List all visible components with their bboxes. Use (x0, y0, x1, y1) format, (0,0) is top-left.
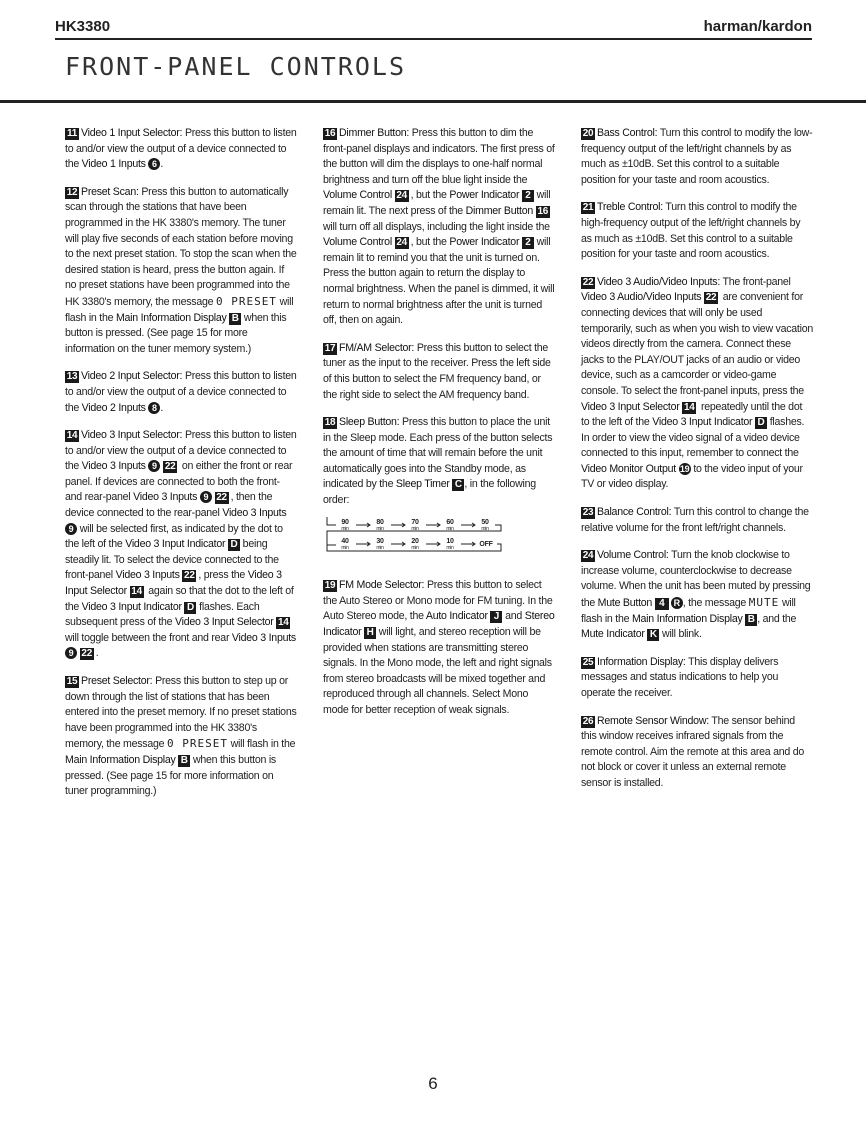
item-number: 16 (324, 128, 336, 139)
ref-term: Video 3 Inputs (115, 569, 180, 582)
item-text: will flash in the (581, 597, 796, 625)
item-text: , in the following order: (323, 478, 536, 507)
column-2 (323, 126, 555, 731)
display-message: 0 PRESET (166, 737, 228, 751)
page-header (55, 18, 812, 40)
item-term: FM/AM Selector: (339, 341, 415, 354)
callout-letter: H (364, 627, 376, 639)
item-text: , but the (410, 236, 450, 249)
item-text: Press this button to dim the front-panel displays and indicators. The first press of the button will dim the displays to one-half normal brightness and turn off the blue light inside the (323, 127, 555, 186)
sleep-value: 70 (411, 518, 419, 526)
item-text: to the video input of your TV or video display. (581, 462, 803, 491)
item-volume-control (581, 548, 813, 643)
ref-term: Video 3 Inputs (222, 507, 287, 520)
item-text: Press this button to listen to and/or view the output of a device connected to the (65, 127, 297, 171)
ref-term: Power Indicator (449, 236, 520, 249)
ref-term: Stereo Indicator (323, 610, 555, 639)
callout-number: 22 (184, 570, 195, 582)
item-text: Press this button to listen to and/or view the output of a device connected to the (65, 429, 297, 473)
ref-term: Volume Control (323, 236, 392, 249)
item-video2-input-selector (65, 369, 297, 416)
ref-term: Auto Indicator (425, 610, 488, 623)
callout-number: 14 (131, 586, 142, 598)
callout-number: 22 (216, 492, 227, 504)
item-text: Press this button to step up or down through the list of stations that has been entered into the preset memory. If no preset stations have been programmed into the HK 3380's memory, the message (65, 675, 297, 751)
item-text: and (502, 610, 525, 623)
callout-letter: D (228, 539, 240, 551)
item-text: again so that the dot to the left of the (65, 585, 294, 613)
ref-term: Sleep Timer (395, 478, 450, 491)
page-number: 6 (428, 1074, 438, 1093)
item-text: repeatedly until the dot to the left of the (581, 400, 803, 429)
title-rule (0, 100, 866, 103)
item-number: 17 (324, 342, 336, 354)
item-term: Video 3 Audio/Video Inputs: (597, 275, 721, 288)
callout-circle: 9 (65, 647, 77, 659)
ref-term: Video 3 Input Indicator (652, 416, 753, 429)
item-text: being steadily lit. To select the device connected to the front-panel (65, 538, 279, 582)
item-text: . (160, 158, 164, 171)
callout-letter: D (184, 602, 196, 614)
sleep-unit: min (341, 525, 349, 532)
item-remote-sensor-window (581, 714, 813, 792)
sleep-unit: min (376, 544, 384, 551)
item-text: Turn the knob clockwise to increase volume, counterclockwise to decrease volume. When the unit has been muted by pressing the (581, 549, 811, 610)
sleep-value: 50 (481, 518, 489, 526)
ref-term: Video Monitor Output (581, 462, 676, 475)
callout-number: 24 (396, 237, 407, 249)
ref-term: Main Information Display (631, 612, 743, 625)
item-text: The sensor behind this window receives infrared signals from the remote control. Aim the remote at this area and do not block or cover it unless an external remote sensor is installed. (581, 714, 805, 789)
sleep-value: OFF (479, 540, 493, 548)
callout-circle: 6 (148, 158, 160, 170)
item-video3-input-selector (65, 428, 297, 662)
callout-number: 4 (655, 598, 669, 610)
item-number: 20 (582, 128, 594, 139)
item-text: . (160, 401, 164, 414)
item-text: Press this button to select the Auto Stereo or Mono mode for FM tuning. In the Auto Stereo mode, the (323, 579, 553, 623)
item-sleep-button (323, 415, 555, 509)
item-number: 22 (582, 276, 594, 288)
item-dimmer-button (323, 126, 555, 329)
ref-term: Mute Indicator (581, 628, 645, 641)
callout-number: 14 (277, 617, 289, 629)
item-text: when this button is pressed. (See page 15 for more information on tuner programming.) (65, 753, 276, 798)
ref-term: Main Information Display (65, 753, 176, 766)
sleep-value: 90 (341, 518, 349, 526)
item-term: Sleep Button: (339, 416, 400, 429)
ref-term: Video 3 Input Selector (175, 616, 274, 629)
item-information-display (581, 655, 813, 702)
item-text: Press this button to automatically scan through the stations that have been programmed in the HK 3380's memory. The tuner will play five seconds of each station before moving to the next preset station. To stop the scan when the desired station is heard, press the button again. If no preset stations have been programmed into the HK 3380's memory, the message (65, 185, 297, 308)
item-fm-mode-selector (323, 578, 555, 718)
page-title: FRONT-PANEL CONTROLS (65, 52, 407, 81)
item-text: will toggle between the front and rear (65, 631, 232, 644)
item-text: flashes. In order to view the video signal of a video device connected to this input, remember to connect the (581, 416, 805, 460)
ref-term: Video 3 Input Indicator (125, 538, 226, 551)
ref-term: Mute Button (597, 597, 653, 610)
ref-term: Video 1 Inputs (81, 158, 146, 171)
sleep-value: 40 (341, 537, 349, 545)
item-fm-am-selector (323, 341, 555, 403)
sleep-unit: min (481, 525, 489, 532)
callout-circle: 8 (148, 402, 160, 414)
ref-term: Power Indicator (449, 189, 520, 202)
callout-letter: B (229, 313, 241, 325)
callout-letter: B (745, 614, 757, 626)
ref-term: Main Information Display (115, 311, 227, 324)
item-text: Turn this control to modify the low-frequency output of the left/right channels by as much as ±10dB. Set this control to a suitable position for your taste and room acoustics. (581, 127, 813, 186)
callout-letter: C (452, 479, 464, 491)
item-term: Dimmer Button: (339, 127, 410, 139)
item-text: , and the (757, 612, 797, 625)
item-term: Video 3 Input Selector: (81, 429, 183, 442)
sleep-unit: min (446, 544, 454, 551)
callout-letter: B (178, 755, 190, 767)
ref-term: Video 3 Inputs (133, 491, 198, 504)
item-text: will flash in the (65, 295, 294, 324)
item-video3-av-inputs (581, 275, 813, 493)
item-number: 24 (582, 550, 594, 562)
item-number: 13 (66, 371, 78, 383)
ref-term: Dimmer Button (465, 204, 534, 217)
item-text: . (95, 647, 99, 660)
sleep-value: 10 (446, 537, 454, 545)
brand-name: harman/kardon (703, 18, 812, 35)
item-text: , then the device connected to the rear-panel (65, 491, 273, 520)
callout-number: 16 (537, 205, 549, 217)
sleep-value: 60 (446, 518, 454, 526)
item-preset-selector (65, 674, 297, 800)
item-treble-control (581, 200, 813, 262)
item-text: , but the (410, 189, 450, 202)
callout-circle: 19 (679, 463, 690, 474)
item-text: will light, and stereo reception will be provided when stations are transmitting stereo signals. In the Mono mode, the left and right signals from stereo broadcasts will be mixed together and reproduced through all channels. Select Mono mode for better reception of weak signals. (323, 626, 552, 716)
item-term: Preset Scan: (81, 185, 139, 198)
item-text: will remain lit to remind you that the unit is turned on. Press the button again to return the display to normal brightness. When the panel is dimmed, it will return to normal brightness after the unit is turned off, then on again. (323, 236, 555, 327)
item-text: will be selected first, as indicated by the dot to the left of the (65, 522, 283, 551)
item-text: will turn off all displays, including the light inside the (323, 220, 550, 233)
item-number: 25 (582, 656, 594, 668)
callout-number: 22 (705, 292, 717, 304)
item-number: 15 (66, 676, 78, 687)
item-term: FM Mode Selector: (339, 579, 425, 592)
item-text: Press this button to listen to and/or view the output of a device connected to the (65, 370, 297, 414)
item-text: Turn this control to modify the high-frequency output of the left/right channels by as much as ±10dB. Set this control to a suitable position for your taste and room acoustics. (581, 201, 801, 261)
ref-term: Video 3 Audio/Video Inputs (581, 291, 702, 304)
display-message: MUTE (748, 596, 780, 610)
model-name: HK3380 (55, 18, 111, 35)
item-preset-scan (65, 185, 297, 358)
display-message: 0 PRESET (215, 294, 277, 308)
item-number: 19 (324, 580, 336, 592)
ref-term: Video 2 Inputs (81, 401, 146, 414)
ref-term: Video 3 Inputs (231, 631, 296, 644)
item-number: 11 (66, 128, 78, 139)
ref-term: Video 3 Input Selector (65, 569, 282, 598)
callout-letter: K (647, 629, 659, 641)
sleep-value: 30 (376, 537, 384, 545)
ref-term: Video 3 Input Selector (581, 400, 680, 413)
item-text: will blink. (659, 628, 702, 641)
item-text: on either the front or rear panel. If devices are connected to both the front- and rear-panel (65, 460, 293, 504)
item-text: will remain lit. The next press of the (323, 189, 551, 217)
sleep-timer-diagram (323, 515, 555, 561)
item-text: are convenient for connecting devices that will only be used temporarily, such as when you wish to view vacation videos directly from the camera. Connect these jacks to the PLAY/OUT jacks of an audio or video device, such as a camcorder or video-game console. To select the front-panel inputs, press the (581, 291, 813, 397)
callout-letter: D (755, 417, 767, 429)
item-number: 12 (66, 186, 78, 198)
item-text: flashes. Each subsequent press of the (65, 600, 260, 629)
item-term: Balance Control: (597, 506, 672, 519)
item-text: Press this button to select the tuner as the input to the receiver. Press the left side of this button to select the FM frequency band, or the right side to select the AM frequency band. (323, 341, 551, 401)
item-term: Remote Sensor Window: (597, 714, 709, 727)
sleep-value: 20 (411, 537, 419, 545)
ref-term: Video 3 Input Indicator (81, 600, 182, 613)
item-text: , press the (198, 569, 248, 582)
column-3 (581, 126, 813, 804)
item-number: 14 (66, 430, 78, 442)
item-term: Preset Selector: (81, 675, 153, 687)
column-1 (65, 126, 297, 812)
sleep-unit: min (411, 525, 419, 532)
item-number: 21 (582, 202, 594, 214)
sleep-sequence-svg (323, 515, 508, 555)
callout-circle: 9 (200, 491, 212, 503)
sleep-unit: min (411, 544, 419, 551)
item-text: when this button is pressed. (See page 15 for more information on the tuner memory system.) (65, 311, 287, 355)
item-text: The front-panel (720, 275, 791, 288)
ref-term: Video 3 Inputs (81, 460, 146, 473)
item-term: Treble Control: (597, 201, 663, 214)
item-text: will flash in the (227, 738, 296, 751)
item-term: Volume Control: (597, 549, 669, 562)
item-number: 26 (582, 715, 594, 727)
ref-term: Volume Control (323, 189, 392, 202)
item-number: 18 (324, 417, 336, 429)
callout-number: 14 (683, 401, 695, 413)
item-text: Turn this control to change the relative volume for the front left/right channels. (581, 506, 809, 534)
sleep-unit: min (341, 544, 349, 551)
item-video1-input-selector (65, 126, 297, 173)
sleep-unit: min (446, 525, 454, 532)
callout-circle: 9 (65, 523, 77, 535)
callout-circle: 9 (148, 460, 160, 472)
item-term: Information Display: (597, 655, 686, 668)
item-term: Video 1 Input Selector: (81, 127, 183, 139)
callout-letter: J (490, 611, 502, 623)
callout-letter: 2 (522, 237, 534, 249)
item-term: Bass Control: (597, 127, 658, 139)
callout-number: 24 (396, 190, 407, 202)
item-text: Press this button to place the unit in the Sleep mode. Each press of the button selects the amount of time that will remain before the unit automatically goes into the Standby mode, as indicated by the (323, 416, 553, 491)
item-text: , the message (682, 597, 749, 610)
sleep-unit: min (376, 525, 384, 532)
callout-circle: R (671, 597, 683, 609)
callout-number: 22 (81, 648, 93, 660)
sleep-value: 80 (376, 518, 384, 526)
item-text: This display delivers messages and status indications to help you operate the receiver. (581, 655, 779, 699)
callout-letter: 2 (522, 190, 534, 202)
item-balance-control (581, 505, 813, 536)
callout-number: 22 (164, 461, 176, 473)
item-term: Video 2 Input Selector: (81, 370, 183, 383)
item-number: 23 (582, 507, 594, 519)
item-bass-control (581, 126, 813, 188)
